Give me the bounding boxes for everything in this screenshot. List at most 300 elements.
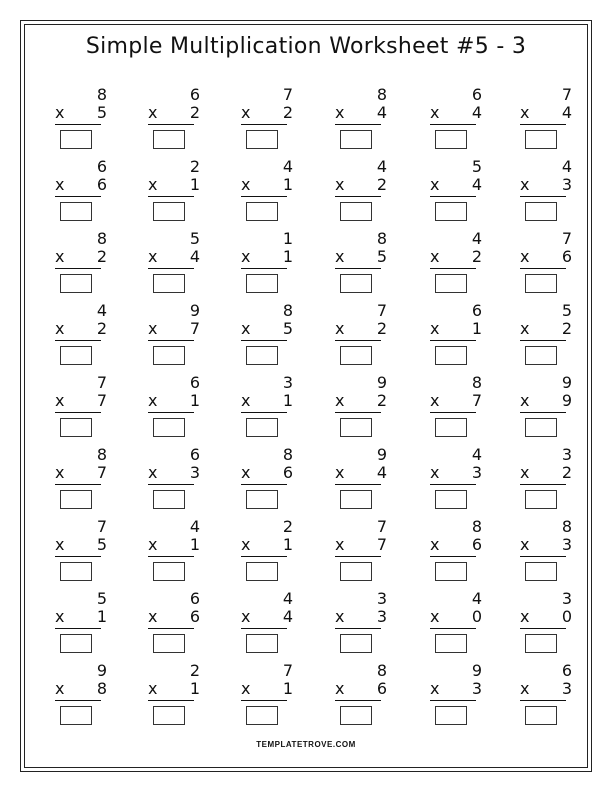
problem-6-3: [241, 446, 301, 516]
answer-rule: [148, 412, 194, 413]
multiplicand: 9: [561, 373, 572, 392]
multiplicand: 5: [471, 157, 482, 176]
multiplier: 3: [561, 175, 572, 194]
answer-box[interactable]: [525, 634, 557, 653]
multiplicand: 6: [189, 85, 200, 104]
multiplicand: 8: [96, 85, 107, 104]
multiply-sign: x: [241, 679, 251, 698]
problem-3-2: [148, 230, 208, 300]
problem-7-2: [148, 518, 208, 588]
answer-box[interactable]: [246, 562, 278, 581]
answer-rule: [430, 556, 476, 557]
multiplicand: 6: [189, 373, 200, 392]
multiply-sign: x: [520, 607, 530, 626]
multiply-sign: x: [335, 391, 345, 410]
multiplicand: 7: [282, 661, 293, 680]
multiplicand: 7: [96, 373, 107, 392]
multiply-sign: x: [241, 247, 251, 266]
multiplier: 1: [189, 535, 200, 554]
multiply-sign: x: [148, 607, 158, 626]
answer-rule: [55, 340, 101, 341]
multiplier: 3: [471, 679, 482, 698]
multiplicand: 8: [282, 445, 293, 464]
answer-rule: [55, 124, 101, 125]
answer-box[interactable]: [435, 202, 467, 221]
problem-5-2: [148, 374, 208, 444]
multiply-sign: x: [55, 535, 65, 554]
answer-box[interactable]: [153, 706, 185, 725]
answer-rule: [55, 268, 101, 269]
multiply-sign: x: [335, 607, 345, 626]
answer-rule: [335, 196, 381, 197]
multiplicand: 6: [189, 445, 200, 464]
multiply-sign: x: [335, 247, 345, 266]
problem-1-3: [241, 86, 301, 156]
multiply-sign: x: [148, 247, 158, 266]
answer-rule: [520, 268, 566, 269]
problem-8-1: [55, 590, 115, 660]
problem-1-5: [430, 86, 490, 156]
answer-box[interactable]: [60, 274, 92, 293]
answer-box[interactable]: [340, 706, 372, 725]
multiply-sign: x: [241, 103, 251, 122]
multiplier: 1: [282, 535, 293, 554]
answer-box[interactable]: [60, 562, 92, 581]
multiplicand: 4: [471, 445, 482, 464]
answer-box[interactable]: [435, 418, 467, 437]
answer-box[interactable]: [525, 202, 557, 221]
answer-rule: [430, 124, 476, 125]
multiplicand: 4: [471, 229, 482, 248]
problem-7-1: [55, 518, 115, 588]
multiplicand: 2: [189, 661, 200, 680]
multiplicand: 8: [376, 661, 387, 680]
multiply-sign: x: [430, 319, 440, 338]
answer-rule: [335, 700, 381, 701]
multiply-sign: x: [520, 175, 530, 194]
multiplier: 7: [376, 535, 387, 554]
problem-3-5: [430, 230, 490, 300]
answer-box[interactable]: [60, 706, 92, 725]
answer-box[interactable]: [340, 274, 372, 293]
multiply-sign: x: [55, 607, 65, 626]
problem-9-6: [520, 662, 580, 732]
answer-box[interactable]: [340, 418, 372, 437]
multiplier: 2: [96, 319, 107, 338]
problem-1-2: [148, 86, 208, 156]
answer-box[interactable]: [60, 346, 92, 365]
problem-8-4: [335, 590, 395, 660]
multiplier: 0: [471, 607, 482, 626]
multiplier: 8: [96, 679, 107, 698]
answer-box[interactable]: [246, 346, 278, 365]
answer-rule: [335, 124, 381, 125]
answer-box[interactable]: [246, 418, 278, 437]
multiply-sign: x: [148, 679, 158, 698]
multiplier: 3: [561, 535, 572, 554]
multiply-sign: x: [520, 247, 530, 266]
answer-rule: [335, 628, 381, 629]
answer-box[interactable]: [435, 130, 467, 149]
multiplier: 2: [561, 463, 572, 482]
multiplicand: 8: [561, 517, 572, 536]
multiplicand: 8: [471, 517, 482, 536]
answer-rule: [241, 412, 287, 413]
answer-rule: [520, 412, 566, 413]
multiplicand: 3: [561, 589, 572, 608]
multiplicand: 8: [376, 85, 387, 104]
answer-box[interactable]: [153, 202, 185, 221]
answer-box[interactable]: [525, 490, 557, 509]
multiply-sign: x: [520, 679, 530, 698]
multiplicand: 9: [376, 373, 387, 392]
answer-box[interactable]: [246, 130, 278, 149]
problem-1-1: [55, 86, 115, 156]
multiplicand: 4: [189, 517, 200, 536]
multiplier: 5: [376, 247, 387, 266]
multiplicand: 7: [282, 85, 293, 104]
answer-rule: [430, 700, 476, 701]
multiply-sign: x: [55, 463, 65, 482]
answer-rule: [520, 196, 566, 197]
multiplicand: 3: [282, 373, 293, 392]
multiplier: 2: [376, 391, 387, 410]
answer-rule: [241, 484, 287, 485]
problem-1-6: [520, 86, 580, 156]
multiply-sign: x: [430, 391, 440, 410]
answer-rule: [55, 556, 101, 557]
multiplicand: 9: [96, 661, 107, 680]
multiplier: 2: [189, 103, 200, 122]
multiplier: 1: [282, 175, 293, 194]
answer-rule: [241, 196, 287, 197]
multiply-sign: x: [520, 319, 530, 338]
answer-rule: [335, 268, 381, 269]
answer-box[interactable]: [60, 490, 92, 509]
multiplier: 7: [96, 391, 107, 410]
multiply-sign: x: [520, 463, 530, 482]
problem-9-4: [335, 662, 395, 732]
multiplier: 4: [471, 103, 482, 122]
answer-box[interactable]: [153, 274, 185, 293]
multiplicand: 8: [282, 301, 293, 320]
multiplier: 2: [376, 175, 387, 194]
multiplicand: 4: [282, 157, 293, 176]
answer-box[interactable]: [525, 346, 557, 365]
problem-9-1: [55, 662, 115, 732]
multiplier: 7: [96, 463, 107, 482]
multiplier: 1: [96, 607, 107, 626]
multiplier: 2: [561, 319, 572, 338]
problem-5-3: [241, 374, 301, 444]
answer-box[interactable]: [153, 490, 185, 509]
answer-box[interactable]: [246, 706, 278, 725]
multiply-sign: x: [430, 247, 440, 266]
multiplier: 1: [189, 391, 200, 410]
answer-rule: [241, 628, 287, 629]
answer-rule: [148, 268, 194, 269]
multiplier: 4: [471, 175, 482, 194]
answer-box[interactable]: [246, 634, 278, 653]
answer-box[interactable]: [340, 634, 372, 653]
answer-rule: [335, 412, 381, 413]
multiplier: 6: [96, 175, 107, 194]
problem-7-5: [430, 518, 490, 588]
multiplicand: 4: [282, 589, 293, 608]
problem-4-4: [335, 302, 395, 372]
answer-rule: [430, 196, 476, 197]
answer-rule: [430, 340, 476, 341]
answer-rule: [520, 340, 566, 341]
answer-rule: [241, 268, 287, 269]
answer-box[interactable]: [246, 490, 278, 509]
problem-3-6: [520, 230, 580, 300]
problem-8-6: [520, 590, 580, 660]
answer-rule: [241, 124, 287, 125]
answer-box[interactable]: [153, 562, 185, 581]
answer-box[interactable]: [435, 274, 467, 293]
multiplicand: 4: [561, 157, 572, 176]
multiplier: 7: [189, 319, 200, 338]
worksheet-title: Simple Multiplication Worksheet #5 - 3: [85, 34, 527, 59]
answer-rule: [430, 484, 476, 485]
answer-rule: [55, 196, 101, 197]
multiplier: 6: [561, 247, 572, 266]
multiplicand: 6: [471, 85, 482, 104]
multiplicand: 5: [561, 301, 572, 320]
multiply-sign: x: [335, 319, 345, 338]
multiply-sign: x: [430, 103, 440, 122]
answer-rule: [241, 340, 287, 341]
problem-8-5: [430, 590, 490, 660]
problem-3-1: [55, 230, 115, 300]
answer-rule: [335, 340, 381, 341]
multiplicand: 7: [376, 301, 387, 320]
answer-rule: [55, 628, 101, 629]
multiply-sign: x: [335, 103, 345, 122]
multiply-sign: x: [430, 679, 440, 698]
footer-brand: TEMPLATETROVE.COM: [256, 740, 356, 749]
problem-9-3: [241, 662, 301, 732]
multiply-sign: x: [430, 607, 440, 626]
answer-box[interactable]: [246, 202, 278, 221]
multiply-sign: x: [148, 463, 158, 482]
answer-box[interactable]: [60, 130, 92, 149]
multiplicand: 2: [282, 517, 293, 536]
answer-rule: [148, 556, 194, 557]
multiplicand: 7: [561, 229, 572, 248]
answer-rule: [55, 412, 101, 413]
answer-box[interactable]: [340, 202, 372, 221]
multiply-sign: x: [430, 463, 440, 482]
answer-box[interactable]: [525, 706, 557, 725]
multiplier: 9: [561, 391, 572, 410]
multiplicand: 9: [189, 301, 200, 320]
answer-box[interactable]: [525, 274, 557, 293]
multiplicand: 8: [96, 229, 107, 248]
multiplier: 6: [376, 679, 387, 698]
multiplier: 0: [561, 607, 572, 626]
multiply-sign: x: [335, 535, 345, 554]
answer-box[interactable]: [525, 418, 557, 437]
multiplicand: 9: [376, 445, 387, 464]
multiplicand: 7: [376, 517, 387, 536]
multiplier: 4: [376, 103, 387, 122]
multiplier: 2: [282, 103, 293, 122]
answer-box[interactable]: [60, 418, 92, 437]
problem-7-6: [520, 518, 580, 588]
problem-7-4: [335, 518, 395, 588]
multiplier: 1: [189, 679, 200, 698]
multiplicand: 5: [189, 229, 200, 248]
multiplicand: 1: [282, 229, 293, 248]
multiplier: 1: [282, 391, 293, 410]
problem-4-3: [241, 302, 301, 372]
multiply-sign: x: [335, 679, 345, 698]
answer-rule: [520, 556, 566, 557]
multiply-sign: x: [430, 175, 440, 194]
problem-2-1: [55, 158, 115, 228]
multiplicand: 8: [471, 373, 482, 392]
answer-rule: [520, 700, 566, 701]
answer-box[interactable]: [435, 706, 467, 725]
multiplier: 5: [96, 535, 107, 554]
answer-rule: [335, 484, 381, 485]
answer-box[interactable]: [153, 418, 185, 437]
multiply-sign: x: [148, 319, 158, 338]
multiplier: 3: [189, 463, 200, 482]
answer-box[interactable]: [340, 490, 372, 509]
answer-rule: [430, 268, 476, 269]
answer-box[interactable]: [60, 202, 92, 221]
multiplicand: 4: [376, 157, 387, 176]
problem-7-3: [241, 518, 301, 588]
answer-rule: [148, 700, 194, 701]
answer-rule: [430, 412, 476, 413]
answer-box[interactable]: [153, 634, 185, 653]
problem-5-4: [335, 374, 395, 444]
multiplier: 3: [561, 679, 572, 698]
multiplier: 5: [96, 103, 107, 122]
answer-rule: [55, 484, 101, 485]
multiply-sign: x: [335, 463, 345, 482]
multiplier: 1: [282, 247, 293, 266]
multiplier: 3: [471, 463, 482, 482]
answer-box[interactable]: [435, 346, 467, 365]
answer-box[interactable]: [525, 130, 557, 149]
multiplicand: 9: [471, 661, 482, 680]
multiplier: 4: [376, 463, 387, 482]
answer-rule: [520, 124, 566, 125]
multiplicand: 5: [96, 589, 107, 608]
multiplicand: 8: [376, 229, 387, 248]
answer-rule: [148, 628, 194, 629]
multiplier: 3: [376, 607, 387, 626]
multiplicand: 4: [471, 589, 482, 608]
multiplicand: 7: [96, 517, 107, 536]
problem-8-2: [148, 590, 208, 660]
problem-9-2: [148, 662, 208, 732]
multiplier: 7: [471, 391, 482, 410]
multiplicand: 3: [561, 445, 572, 464]
answer-rule: [148, 340, 194, 341]
multiplicand: 6: [471, 301, 482, 320]
answer-box[interactable]: [340, 130, 372, 149]
problem-3-3: [241, 230, 301, 300]
problem-5-6: [520, 374, 580, 444]
multiplier: 2: [471, 247, 482, 266]
multiplicand: 4: [96, 301, 107, 320]
problem-8-3: [241, 590, 301, 660]
multiplier: 1: [282, 679, 293, 698]
answer-rule: [520, 628, 566, 629]
multiplicand: 6: [189, 589, 200, 608]
answer-box[interactable]: [340, 562, 372, 581]
multiply-sign: x: [241, 175, 251, 194]
multiply-sign: x: [55, 319, 65, 338]
problem-4-6: [520, 302, 580, 372]
multiplier: 6: [471, 535, 482, 554]
multiply-sign: x: [335, 175, 345, 194]
multiply-sign: x: [430, 535, 440, 554]
problem-1-4: [335, 86, 395, 156]
problem-4-1: [55, 302, 115, 372]
answer-box[interactable]: [340, 346, 372, 365]
multiply-sign: x: [148, 175, 158, 194]
multiplicand: 3: [376, 589, 387, 608]
multiplicand: 6: [96, 157, 107, 176]
answer-box[interactable]: [435, 634, 467, 653]
multiplier: 5: [282, 319, 293, 338]
multiply-sign: x: [55, 391, 65, 410]
answer-rule: [148, 196, 194, 197]
problem-6-2: [148, 446, 208, 516]
multiplier: 4: [189, 247, 200, 266]
answer-box[interactable]: [153, 130, 185, 149]
multiplicand: 6: [561, 661, 572, 680]
answer-box[interactable]: [60, 634, 92, 653]
multiplicand: 2: [189, 157, 200, 176]
problem-4-5: [430, 302, 490, 372]
multiplier: 1: [189, 175, 200, 194]
multiply-sign: x: [520, 391, 530, 410]
problem-6-4: [335, 446, 395, 516]
multiplicand: 7: [561, 85, 572, 104]
multiplier: 2: [96, 247, 107, 266]
answer-rule: [55, 700, 101, 701]
answer-rule: [241, 556, 287, 557]
multiply-sign: x: [148, 535, 158, 554]
problem-5-5: [430, 374, 490, 444]
answer-rule: [148, 484, 194, 485]
problem-2-2: [148, 158, 208, 228]
answer-box[interactable]: [435, 490, 467, 509]
multiply-sign: x: [55, 679, 65, 698]
multiply-sign: x: [55, 175, 65, 194]
multiplier: 6: [189, 607, 200, 626]
problem-6-6: [520, 446, 580, 516]
problem-2-3: [241, 158, 301, 228]
answer-box[interactable]: [246, 274, 278, 293]
answer-box[interactable]: [435, 562, 467, 581]
answer-box[interactable]: [153, 346, 185, 365]
problem-6-1: [55, 446, 115, 516]
problem-4-2: [148, 302, 208, 372]
answer-box[interactable]: [525, 562, 557, 581]
multiplier: 4: [561, 103, 572, 122]
problem-6-5: [430, 446, 490, 516]
multiplicand: 8: [96, 445, 107, 464]
